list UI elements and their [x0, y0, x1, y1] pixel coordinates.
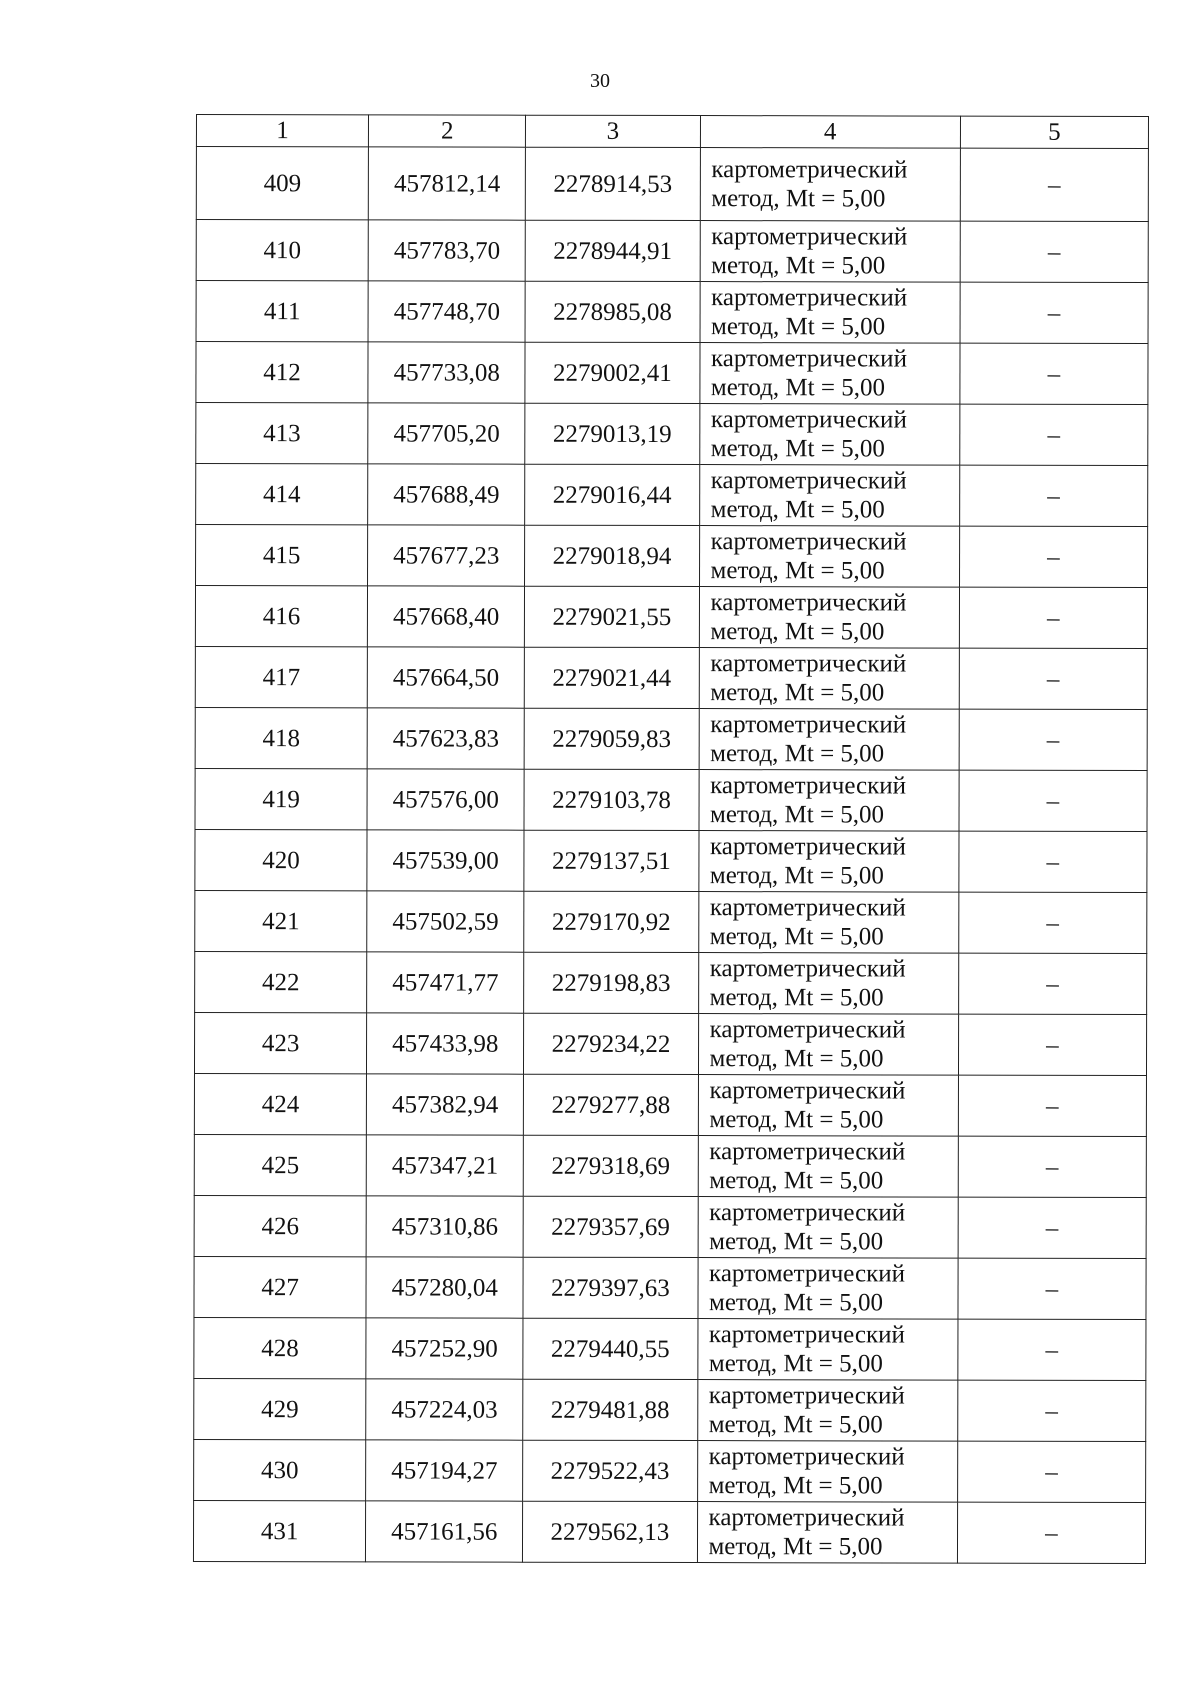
table-row: [193, 1500, 1145, 1563]
method-cell: [698, 1197, 958, 1259]
y-coordinate-cell: 2279002,41: [525, 342, 699, 403]
y-coordinate-cell: 2279170,92: [524, 891, 698, 952]
table-row: [194, 1134, 1146, 1197]
method-line-2: метод, Mt = 5,00: [711, 185, 886, 213]
column-header-1: 1: [196, 115, 368, 147]
note-cell: –: [960, 343, 1148, 404]
y-coordinate-cell: 2279021,44: [525, 647, 699, 708]
method-line-2: метод, Mt = 5,00: [709, 923, 884, 951]
method-line-2: метод, Mt = 5,00: [708, 1411, 883, 1439]
note-cell: –: [958, 953, 1146, 1014]
x-coordinate-cell: 457194,27: [366, 1440, 523, 1501]
y-coordinate-cell: 2279137,51: [524, 830, 698, 891]
column-header-3: 3: [526, 115, 700, 147]
table-row: [196, 342, 1148, 405]
y-coordinate-cell: 2278985,08: [525, 281, 699, 342]
note-cell: –: [959, 465, 1147, 526]
x-coordinate-cell: 457471,77: [367, 952, 524, 1013]
table-header: [196, 115, 1148, 149]
column-header-2: 2: [369, 115, 526, 147]
y-coordinate-cell: 2279018,94: [525, 525, 699, 586]
method-line-2: метод, Mt = 5,00: [710, 496, 885, 524]
method-cell: [698, 892, 958, 954]
table-row: [195, 707, 1147, 770]
x-coordinate-cell: 457433,98: [367, 1013, 524, 1074]
method-line-1: картометрический: [709, 1138, 906, 1166]
note-cell: –: [958, 1197, 1146, 1258]
note-cell: –: [958, 1075, 1146, 1136]
method-line-1: картометрический: [710, 589, 907, 617]
method-line-1: картометрический: [709, 833, 906, 861]
point-number-cell: 425: [194, 1134, 366, 1195]
point-number-cell: 414: [196, 464, 368, 525]
point-number-cell: 419: [195, 768, 367, 829]
table-row: [196, 403, 1148, 466]
note-cell: –: [960, 282, 1148, 343]
y-coordinate-cell: 2279234,22: [524, 1013, 698, 1074]
point-number-cell: 417: [195, 646, 367, 707]
note-cell: –: [959, 892, 1147, 953]
method-line-1: картометрический: [709, 1199, 906, 1227]
x-coordinate-cell: 457733,08: [368, 342, 525, 403]
method-cell: [698, 1075, 958, 1137]
method-line-1: картометрический: [708, 1321, 905, 1349]
x-coordinate-cell: 457783,70: [368, 220, 525, 281]
y-coordinate-cell: 2279318,69: [524, 1135, 698, 1196]
method-cell: [697, 1319, 957, 1381]
note-cell: –: [960, 221, 1148, 282]
method-line-1: картометрический: [709, 1260, 906, 1288]
method-line-1: картометрический: [709, 1077, 906, 1105]
method-line-2: метод, Mt = 5,00: [709, 1228, 884, 1256]
y-coordinate-cell: 2279440,55: [523, 1318, 697, 1379]
method-line-2: метод, Mt = 5,00: [710, 618, 885, 646]
note-cell: –: [959, 648, 1147, 709]
method-cell: [699, 465, 959, 527]
method-cell: [697, 1258, 957, 1320]
point-number-cell: 428: [194, 1317, 366, 1378]
method-line-2: метод, Mt = 5,00: [709, 984, 884, 1012]
method-line-1: картометрический: [711, 156, 908, 184]
x-coordinate-cell: 457748,70: [368, 281, 525, 342]
x-coordinate-cell: 457812,14: [368, 147, 525, 220]
point-number-cell: 411: [196, 281, 368, 342]
x-coordinate-cell: 457252,90: [366, 1318, 523, 1379]
note-cell: –: [957, 1380, 1145, 1441]
x-coordinate-cell: 457502,59: [367, 891, 524, 952]
method-line-1: картометрический: [709, 894, 906, 922]
x-coordinate-cell: 457161,56: [366, 1501, 523, 1562]
y-coordinate-cell: 2279522,43: [523, 1440, 697, 1501]
note-cell: –: [958, 1258, 1146, 1319]
x-coordinate-cell: 457310,86: [366, 1196, 523, 1257]
method-line-1: картометрический: [709, 1016, 906, 1044]
x-coordinate-cell: 457224,03: [366, 1379, 523, 1440]
method-line-1: картометрический: [710, 528, 907, 556]
method-cell: [700, 148, 960, 222]
note-cell: –: [958, 1014, 1146, 1075]
page-number: 30: [590, 70, 610, 92]
table-row: [196, 220, 1148, 283]
table-row: [194, 1378, 1146, 1441]
point-number-cell: 410: [196, 220, 368, 281]
method-line-2: метод, Mt = 5,00: [708, 1350, 883, 1378]
y-coordinate-cell: 2279481,88: [523, 1379, 697, 1440]
table-row: [195, 951, 1147, 1014]
x-coordinate-cell: 457347,21: [366, 1135, 523, 1196]
note-cell: –: [959, 587, 1147, 648]
table-row: [194, 1317, 1146, 1380]
method-cell: [699, 709, 959, 771]
y-coordinate-cell: 2278914,53: [526, 147, 700, 220]
table-row: [195, 890, 1147, 953]
method-cell: [698, 831, 958, 893]
column-header-4: 4: [700, 116, 960, 149]
point-number-cell: 429: [194, 1378, 366, 1439]
point-number-cell: 423: [194, 1012, 366, 1073]
y-coordinate-cell: 2279021,55: [525, 586, 699, 647]
method-line-1: картометрический: [710, 650, 907, 678]
x-coordinate-cell: 457539,00: [367, 830, 524, 891]
point-number-cell: 412: [196, 342, 368, 403]
method-line-2: метод, Mt = 5,00: [710, 801, 885, 829]
method-cell: [698, 1136, 958, 1198]
method-line-2: метод, Mt = 5,00: [709, 1167, 884, 1195]
y-coordinate-cell: 2279198,83: [524, 952, 698, 1013]
table-row: [195, 586, 1147, 649]
note-cell: –: [957, 1441, 1145, 1502]
y-coordinate-cell: 2279016,44: [525, 464, 699, 525]
x-coordinate-cell: 457668,40: [368, 586, 525, 647]
note-cell: –: [958, 1319, 1146, 1380]
point-number-cell: 422: [195, 951, 367, 1012]
table-row: [194, 1073, 1146, 1136]
method-cell: [697, 1502, 957, 1564]
point-number-cell: 418: [195, 707, 367, 768]
table-row: [195, 829, 1147, 892]
method-line-1: картометрический: [711, 223, 908, 251]
method-line-1: картометрический: [710, 345, 908, 373]
method-line-2: метод, Mt = 5,00: [708, 1472, 883, 1500]
note-cell: –: [959, 831, 1147, 892]
note-cell: –: [960, 404, 1148, 465]
point-number-cell: 424: [194, 1073, 366, 1134]
note-cell: –: [957, 1502, 1145, 1563]
method-line-2: метод, Mt = 5,00: [709, 1045, 884, 1073]
x-coordinate-cell: 457688,49: [368, 464, 525, 525]
method-line-2: метод, Mt = 5,00: [710, 435, 885, 463]
y-coordinate-cell: 2279013,19: [525, 403, 699, 464]
y-coordinate-cell: 2278944,91: [525, 220, 699, 281]
table-body: [193, 147, 1148, 1564]
method-line-2: метод, Mt = 5,00: [711, 252, 886, 280]
x-coordinate-cell: 457705,20: [368, 403, 525, 464]
point-number-cell: 430: [194, 1439, 366, 1500]
y-coordinate-cell: 2279103,78: [524, 769, 698, 830]
method-line-1: картометрический: [711, 284, 908, 312]
y-coordinate-cell: 2279059,83: [524, 708, 698, 769]
method-cell: [699, 343, 959, 405]
note-cell: –: [959, 526, 1147, 587]
y-coordinate-cell: 2279277,88: [524, 1074, 698, 1135]
method-cell: [699, 404, 959, 466]
method-line-2: метод, Mt = 5,00: [708, 1289, 884, 1317]
column-header-5: 5: [960, 116, 1148, 148]
point-number-cell: 415: [196, 525, 368, 586]
method-line-1: картометрический: [708, 1443, 905, 1471]
table-row: [194, 1439, 1146, 1502]
method-line-1: картометрический: [708, 1504, 905, 1532]
note-cell: –: [960, 148, 1148, 221]
y-coordinate-cell: 2279562,13: [523, 1501, 697, 1562]
table-row: [196, 147, 1148, 222]
method-cell: [697, 1441, 957, 1503]
point-number-cell: 413: [196, 403, 368, 464]
table-row: [196, 464, 1148, 527]
table-row: [195, 768, 1147, 831]
header-row: [196, 115, 1148, 149]
method-line-1: картометрический: [709, 955, 906, 983]
method-line-2: метод, Mt = 5,00: [710, 557, 885, 585]
method-line-2: метод, Mt = 5,00: [710, 374, 886, 402]
method-line-2: метод, Mt = 5,00: [709, 1106, 884, 1134]
x-coordinate-cell: 457623,83: [367, 708, 524, 769]
method-cell: [700, 221, 960, 283]
method-line-1: картометрический: [710, 772, 907, 800]
x-coordinate-cell: 457280,04: [366, 1257, 523, 1318]
note-cell: –: [958, 1136, 1146, 1197]
point-number-cell: 421: [195, 890, 367, 951]
point-number-cell: 409: [196, 147, 368, 220]
table-row: [195, 646, 1147, 709]
method-line-2: метод, Mt = 5,00: [710, 679, 885, 707]
method-line-2: метод, Mt = 5,00: [709, 862, 884, 890]
method-line-2: метод, Mt = 5,00: [711, 313, 886, 341]
method-cell: [700, 282, 960, 344]
x-coordinate-cell: 457576,00: [367, 769, 524, 830]
note-cell: –: [959, 770, 1147, 831]
x-coordinate-cell: 457664,50: [367, 647, 524, 708]
point-number-cell: 420: [195, 829, 367, 890]
point-number-cell: 426: [194, 1195, 366, 1256]
method-cell: [699, 587, 959, 649]
table-row: [194, 1195, 1146, 1258]
method-cell: [698, 953, 958, 1015]
point-number-cell: 416: [195, 586, 367, 647]
table-row: [196, 281, 1148, 344]
coordinates-table: [193, 114, 1149, 1564]
method-line-2: метод, Mt = 5,00: [710, 740, 885, 768]
point-number-cell: 427: [194, 1256, 366, 1317]
method-line-2: метод, Mt = 5,00: [708, 1533, 883, 1561]
method-line-1: картометрический: [710, 467, 907, 495]
method-line-1: картометрический: [708, 1382, 905, 1410]
table-row: [194, 1012, 1146, 1075]
method-line-1: картометрический: [710, 406, 907, 434]
x-coordinate-cell: 457382,94: [367, 1074, 524, 1135]
point-number-cell: 431: [193, 1500, 365, 1561]
y-coordinate-cell: 2279357,69: [523, 1196, 697, 1257]
method-cell: [699, 770, 959, 832]
note-cell: –: [959, 709, 1147, 770]
method-line-1: картометрический: [710, 711, 907, 739]
y-coordinate-cell: 2279397,63: [523, 1257, 697, 1318]
method-cell: [698, 1014, 958, 1076]
table-row: [194, 1256, 1146, 1319]
x-coordinate-cell: 457677,23: [368, 525, 525, 586]
method-cell: [699, 526, 959, 588]
method-cell: [697, 1380, 957, 1442]
table-row: [196, 525, 1148, 588]
method-cell: [699, 648, 959, 710]
